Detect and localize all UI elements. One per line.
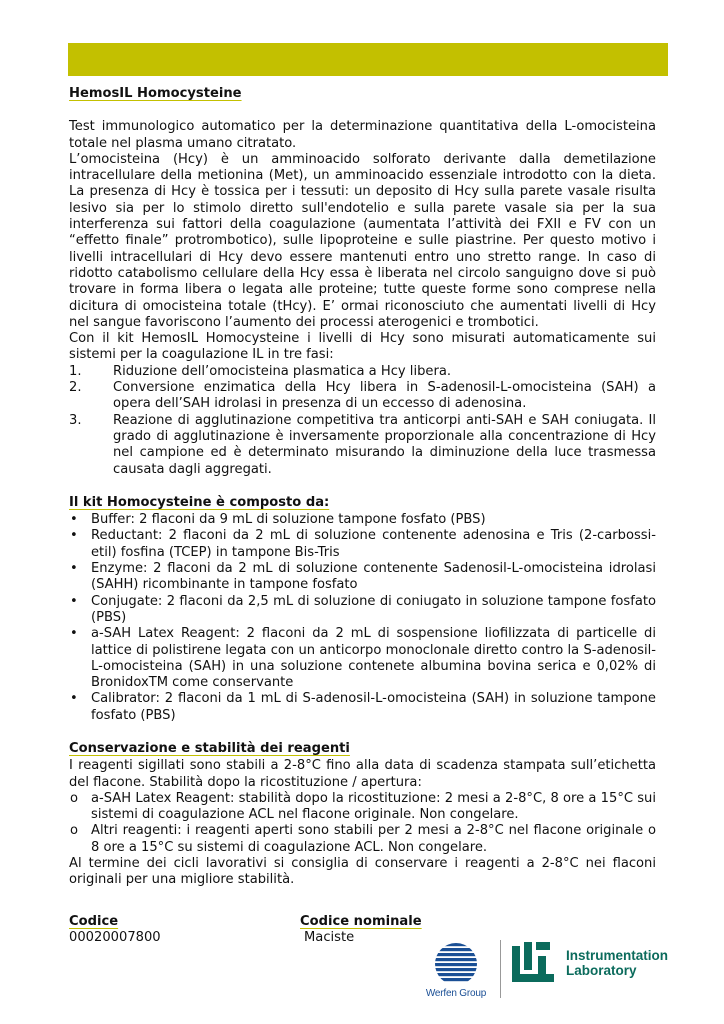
list-text: Conversione enzimatica della Hcy libera in S-adenosil-L-omocisteina (SAH) a opera dell’SAH idrolasi in presenza di un eccesso di adenosina. [113, 380, 656, 412]
list-number: 2. [69, 380, 82, 396]
kit-list [69, 512, 656, 724]
bullet: o [70, 823, 79, 839]
code-label: Codice [69, 914, 119, 929]
storage-list [69, 791, 656, 856]
list-text: Reductant: 2 flaconi da 2 mL di soluzione contenente adenosina e Tris (2-carbossi-etil) fosfina (TCEP) in tampone Bis-Tris [91, 528, 656, 560]
list-text: Buffer: 2 flaconi da 9 mL di soluzione tampone fosfato (PBS) [91, 512, 486, 528]
storage-intro: I reagenti sigillati sono stabili a 2-8°C fino alla data di scadenza stampata sull’etichetta del flacone. Stabilità dopo la ricostituzione / apertura: [69, 758, 656, 790]
bullet: • [70, 512, 78, 528]
page-title: HemosIL Homocysteine [69, 86, 242, 101]
list-item [69, 512, 656, 528]
il-logo-text [566, 948, 668, 978]
code-value: 00020007800 [69, 930, 161, 946]
document-body [69, 86, 656, 889]
logo-divider [500, 940, 501, 998]
code-column [69, 914, 161, 947]
list-item [69, 791, 656, 824]
list-item [69, 364, 656, 380]
list-item [69, 691, 656, 724]
list-item [69, 561, 656, 594]
bullet: • [70, 561, 78, 577]
storage-heading: Conservazione e stabilità dei reagenti [69, 740, 350, 756]
bullet: • [70, 691, 78, 707]
phases-list [69, 364, 656, 478]
bullet: • [70, 626, 78, 642]
list-item [69, 380, 656, 413]
list-text: a-SAH Latex Reagent: 2 flaconi da 2 mL di sospensione liofilizzata di particelle di lattice di polistirene legata con un anticorpo monoclonale diretto contro la S-adenosil-L-omocisteina (SAH) in una soluzione contenete albumina bovina serica e 0,02% di BronidoxTM come conservante [91, 626, 656, 691]
intro-paragraph: Test immunologico automatico per la determinazione quantitativa della L-omocisteina totale nel plasma umano citratato. [69, 119, 656, 151]
list-item [69, 413, 656, 478]
list-number: 1. [69, 363, 82, 379]
list-text: Riduzione dell’omocisteina plasmatica a Hcy libera. [113, 363, 452, 379]
list-item [69, 594, 656, 627]
instrumentation-laboratory-icon [508, 940, 558, 984]
bullet: • [70, 528, 78, 544]
il-logo-line2: Laboratory [566, 963, 637, 978]
list-text: Calibrator: 2 flaconi da 1 mL di S-adenosil-L-omocisteina (SAH) in soluzione tampone fosfato (PBS) [91, 691, 656, 723]
list-text: Enzyme: 2 flaconi da 2 mL di soluzione contenente Sadenosil-L-omocisteina idrolasi (SAHH) ricombinante in tampone fosfato [91, 561, 656, 593]
il-logo-line1: Instrumentation [566, 948, 669, 963]
header-bar [68, 43, 668, 76]
werfen-group-label: Werfen Group [425, 988, 487, 999]
bullet: o [70, 790, 79, 806]
intro-paragraph: Con il kit HemosIL Homocysteine i livelli di Hcy sono misurati automaticamente sui sistemi per la coagulazione IL in tre fasi: [69, 331, 656, 363]
kit-heading: Il kit Homocysteine è composto da: [69, 494, 330, 510]
list-text: a-SAH Latex Reagent: stabilità dopo la ricostituzione: 2 mesi a 2-8°C, 8 ore a 15°C sui sistemi di coagulazione ACL nel flacone originale. Non congelare. [91, 790, 656, 823]
list-text: Altri reagenti: i reagenti aperti sono stabili per 2 mesi a 2-8°C nel flacone originale o 8 ore a 15°C su sistemi di coagulazione ACL. Non congelare. [91, 823, 656, 855]
intro-paragraph: L’omocisteina (Hcy) è un amminoacido solforato derivante dalla demetilazione intracellulare della metionina (Met), un amminoacido essenziale introdotto con la dieta. La presenza di Hcy è tossica per i tessuti: un deposito di Hcy sulla parete vasale risulta lesivo sia per lo stimolo diretto sull'endotelio e sulla parete vasale sia per la sua interferenza sui fattori della coagulazione (aumentata l’attività dei FXII e FV con un “effetto finale” protrombotico), sulle lipoproteine e sulle piastrine. Per questo motivo i livelli intracellulari di Hcy devo essere mantenuti entro uno stretto range. In caso di ridotto catabolismo cellulare della Hcy essa è liberata nel circolo sanguigno dove si può trovare in forma libera o legata alle proteine; tutte queste forme sono comprese nella dicitura di omocisteina totale (tHcy). E’ ormai riconosciuto che aumentati livelli di Hcy nel sangue favoriscono l’aumento dei processi aterogenici e trombotici. [69, 151, 656, 330]
storage-closing: Al termine dei cicli lavorativi si consiglia di conservare i reagenti a 2-8°C nei flaconi originali per una migliore stabilità. [69, 856, 656, 888]
list-text: Reazione di agglutinazione competitiva tra anticorpi anti-SAH e SAH coniugata. Il grado di agglutinazione è inversamente proporzionale alla concentrazione di Hcy nel campione ed è determinato misurando la diminuzione della luce trasmessa causata dagli aggregati. [113, 412, 656, 477]
bullet: • [70, 593, 78, 609]
list-number: 3. [69, 412, 82, 428]
name-label: Codice nominale [300, 914, 422, 929]
list-item [69, 626, 656, 691]
name-value: Maciste [304, 930, 355, 946]
list-text: Conjugate: 2 flaconi da 2,5 mL di soluzione di coniugato in soluzione tampone fosfato (PBS) [91, 593, 656, 625]
name-column [300, 914, 422, 947]
list-item [69, 823, 656, 856]
list-item [69, 528, 656, 561]
